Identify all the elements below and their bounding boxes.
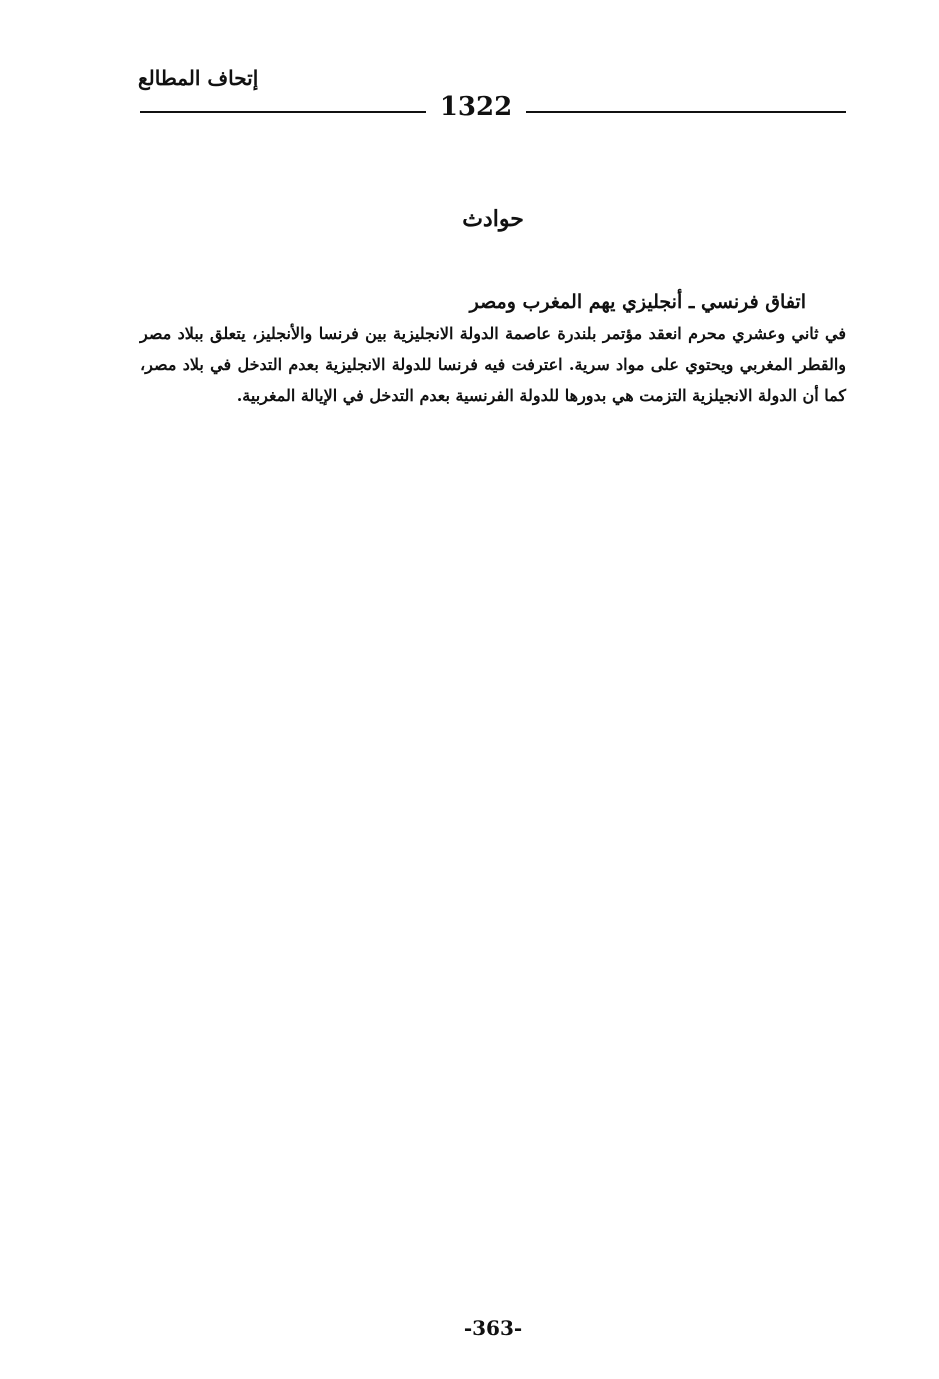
section-heading: حوادث — [462, 206, 524, 232]
year-label: 1322 — [439, 92, 513, 122]
event-body: في ثاني وعشري محرم انعقد مؤتمر بلندرة عاصمة الدولة الانجليزية بين فرنسا والأنجليز، يتعلق ببلاد مصر والقطر المغربي ويحتوي على مواد سرية. اعترفت فيه فرنسا للدولة الانجليزية بعدم التدخل في بلاد مصر، كما أن الدولة الانجيلزية التزمت هي بدورها للدولة الفرنسية بعدم التدخل في الإيالة المغربية. — [140, 324, 846, 405]
event-title: اتفاق فرنسي ـ أنجليزي يهم المغرب ومصر — [469, 291, 806, 313]
year-header — [140, 92, 846, 122]
rule-left — [140, 111, 426, 113]
running-title: إتحاف المطالع — [138, 66, 259, 90]
rule-right — [526, 111, 846, 113]
event-entry — [140, 286, 846, 411]
page-number: -363- — [463, 1316, 523, 1340]
